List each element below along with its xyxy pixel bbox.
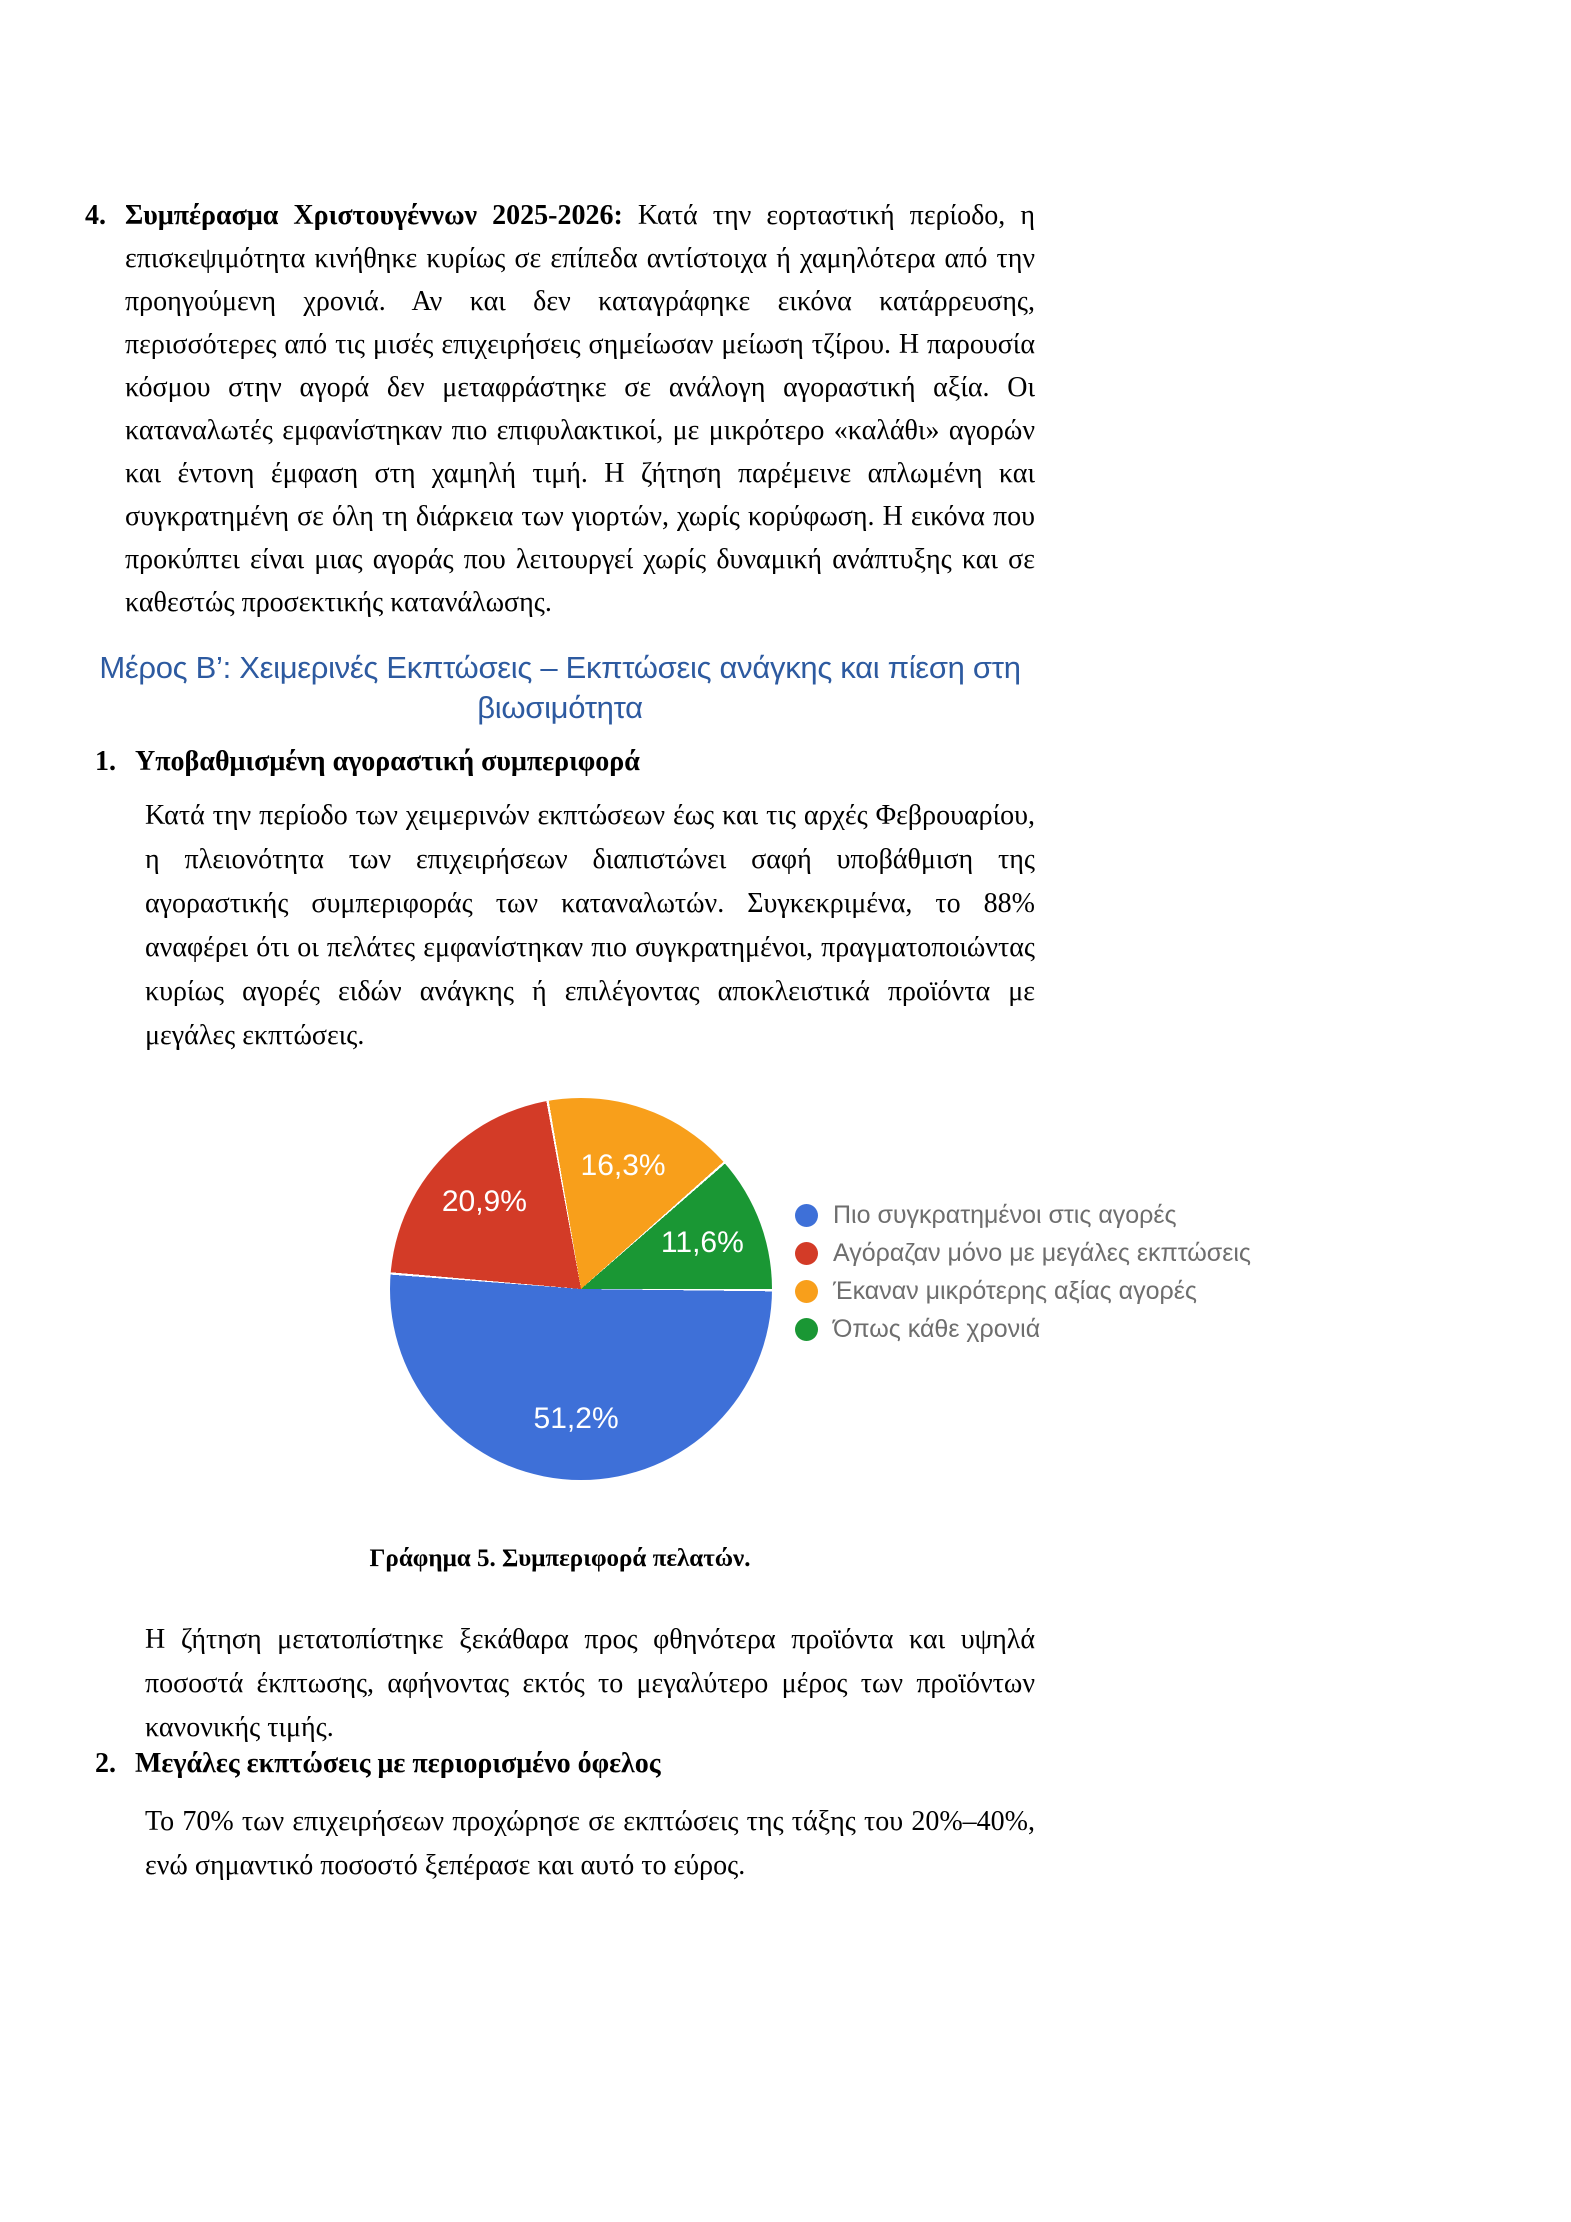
list-item-4-body: Κατά την εορταστική περίοδο, η επισκεψιμότητα κινήθηκε κυρίως σε επίπεδα αντίστοιχα ή χαμηλότερα από την προηγούμενη χρονιά. Αν και δεν καταγράφηκε εικόνα κατάρρευσης, περισσότερες από τις μισές επιχειρήσεις σημείωσαν μείωση τζίρου. Η παρουσία κόσμου στην αγορά δεν μεταφράστηκε σε ανάλογη αγοραστική αξία. Οι καταναλωτές εμφανίστηκαν πιο επιφυλακτικοί, με μικρότερο «καλάθι» αγορών και έντονη έμφαση στη χαμηλή τιμή. Η ζήτηση παρέμεινε απλωμένη και συγκρατημένη σε όλη τη διάρκεια των γιορτών, χωρίς κορύφωση. Η εικόνα που προκύπτει είναι μιας αγοράς που λειτουργεί χωρίς δυναμική ανάπτυξης και σε καθεστώς προσεκτικής κατανάλωσης. (125, 200, 1035, 618)
list-item-4-lead: Συμπέρασμα Χριστουγέννων 2025-2026: (125, 200, 623, 231)
section-1-heading (95, 740, 1035, 783)
pie-slice-label: 16,3% (580, 1149, 666, 1183)
section-2-title: Μεγάλες εκπτώσεις με περιορισμένο όφελος (135, 1748, 661, 1779)
after-chart-paragraph: Η ζήτηση μετατοπίστηκε ξεκάθαρα προς φθηνότερα προϊόντα και υψηλά ποσοστά έκπτωσης, αφήνοντας εκτός το μεγαλύτερο μέρος των προϊόντων κανονικής τιμής. (145, 1624, 1035, 1743)
list-item-4-text (125, 194, 1035, 624)
pie-slice-label: 51,2% (533, 1401, 619, 1435)
legend-color-dot (795, 1318, 818, 1341)
pie-slice-label: 11,6% (660, 1225, 744, 1259)
legend-label: Πιο συγκρατημένοι στις αγορές (833, 1200, 1177, 1229)
list-item-4-marker: 4. (85, 200, 106, 231)
legend-label: Αγόραζαν μόνο με μεγάλες εκπτώσεις (833, 1238, 1251, 1267)
pie-chart (390, 1098, 772, 1480)
legend-item (795, 1196, 1251, 1234)
part-b-heading: Μέρος Β’: Χειμερινές Εκπτώσεις – Εκπτώσεις ανάγκης και πίεση στη βιωσιμότητα (99, 650, 1021, 725)
legend-item (795, 1310, 1251, 1348)
section-1-paragraph: Κατά την περίοδο των χειμερινών εκπτώσεων έως και τις αρχές Φεβρουαρίου, η πλειονότητα των επιχειρήσεων διαπιστώνει σαφή υποβάθμιση της αγοραστικής συμπεριφοράς των καταναλωτών. Συγκεκριμένα, το 88% αναφέρει ότι οι πελάτες εμφανίστηκαν πιο συγκρατημένοι, πραγματοποιώντας κυρίως αγορές ειδών ανάγκης ή επιλέγοντας αποκλειστικά προϊόντα με μεγάλες εκπτώσεις. (145, 800, 1035, 1051)
section-2-marker: 2. (95, 1748, 116, 1779)
pie-slice-label: 20,9% (441, 1185, 527, 1219)
legend-color-dot (795, 1204, 818, 1227)
chart-legend (795, 1196, 1251, 1348)
section-2-paragraph: Το 70% των επιχειρήσεων προχώρησε σε εκπτώσεις της τάξης του 20%–40%, ενώ σημαντικό ποσοστό ξεπέρασε και αυτό το εύρος. (145, 1806, 1035, 1881)
chart-caption: Γράφημα 5. Συμπεριφορά πελατών. (369, 1545, 751, 1572)
legend-label: Όπως κάθε χρονιά (833, 1314, 1041, 1343)
section-2-heading (95, 1742, 1035, 1785)
list-item-4 (85, 194, 1035, 624)
legend-item (795, 1272, 1251, 1310)
legend-color-dot (795, 1242, 818, 1265)
section-1-title: Υποβαθμισμένη αγοραστική συμπεριφορά (135, 746, 640, 777)
legend-label: Έκαναν μικρότερης αξίας αγορές (833, 1276, 1197, 1305)
legend-color-dot (795, 1280, 818, 1303)
section-1-marker: 1. (95, 746, 116, 777)
legend-item (795, 1234, 1251, 1272)
